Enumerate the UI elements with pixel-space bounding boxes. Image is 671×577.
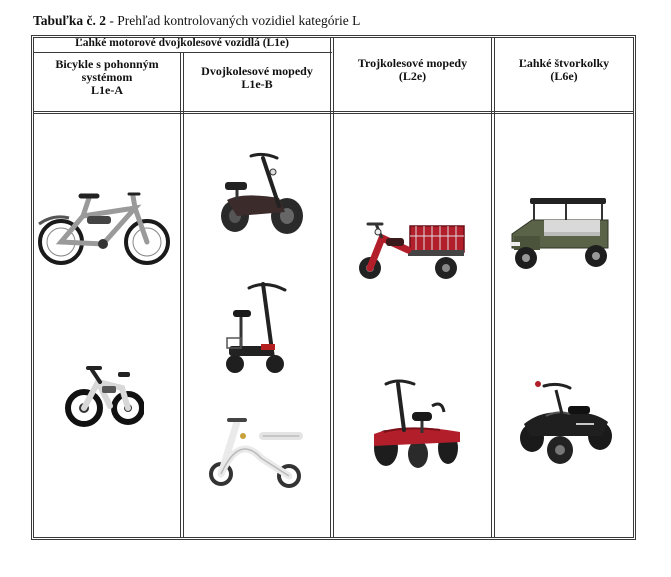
- column-code: L1e-B: [241, 77, 273, 91]
- column-code: (L6e): [550, 69, 578, 83]
- folding-e-bike-image: [64, 362, 144, 430]
- column-code: L1e-A: [91, 83, 123, 97]
- col-divider-3b: [494, 37, 495, 538]
- mini-quad-image: [516, 380, 616, 466]
- table-border-right: [635, 35, 636, 540]
- col-divider-2a: [330, 37, 331, 538]
- golf-cart-image: [504, 194, 618, 274]
- table-caption: [33, 13, 360, 29]
- caption-separator: -: [105, 13, 118, 28]
- column-header-l1e-a: [34, 58, 180, 97]
- cargo-tricycle-image: [356, 214, 468, 282]
- electric-bicycle-image: [37, 186, 173, 268]
- column-header-l1e-b: [184, 65, 330, 91]
- col-divider-3a: [491, 37, 492, 538]
- column-name-line-1: Ľahké štvorkolky: [518, 56, 610, 70]
- col-divider-2b: [333, 37, 334, 538]
- table-border-top: [31, 35, 636, 36]
- column-name-line-2: systémom: [81, 70, 133, 84]
- group-header: Ľahké motorové dvojkolesové vozidlá (L1e): [75, 37, 289, 49]
- column-name-line-1: Dvojkolesové mopedy: [201, 64, 313, 78]
- column-header-l2e: [334, 57, 491, 83]
- caption-title: Prehľad kontrolovaných vozidiel kategórie L: [117, 13, 361, 28]
- col-divider-1b: [183, 52, 184, 538]
- col-divider-1a: [180, 52, 181, 538]
- column-name-line-1: Trojkolesové mopedy: [357, 56, 468, 70]
- column-code: (L2e): [398, 69, 427, 83]
- fat-tire-scooter-image: [217, 150, 309, 238]
- table-border-left: [31, 35, 32, 540]
- column-header-l6e: [495, 57, 633, 83]
- table-border-bottom: [31, 539, 636, 540]
- caption-label: Tabuľka č. 2: [33, 13, 106, 28]
- column-name-line-1: Bicykle s pohonným: [55, 57, 159, 71]
- stand-up-scooter-image: [223, 278, 293, 376]
- three-wheel-scooter-image: [368, 376, 464, 472]
- folding-moped-image: [207, 410, 307, 490]
